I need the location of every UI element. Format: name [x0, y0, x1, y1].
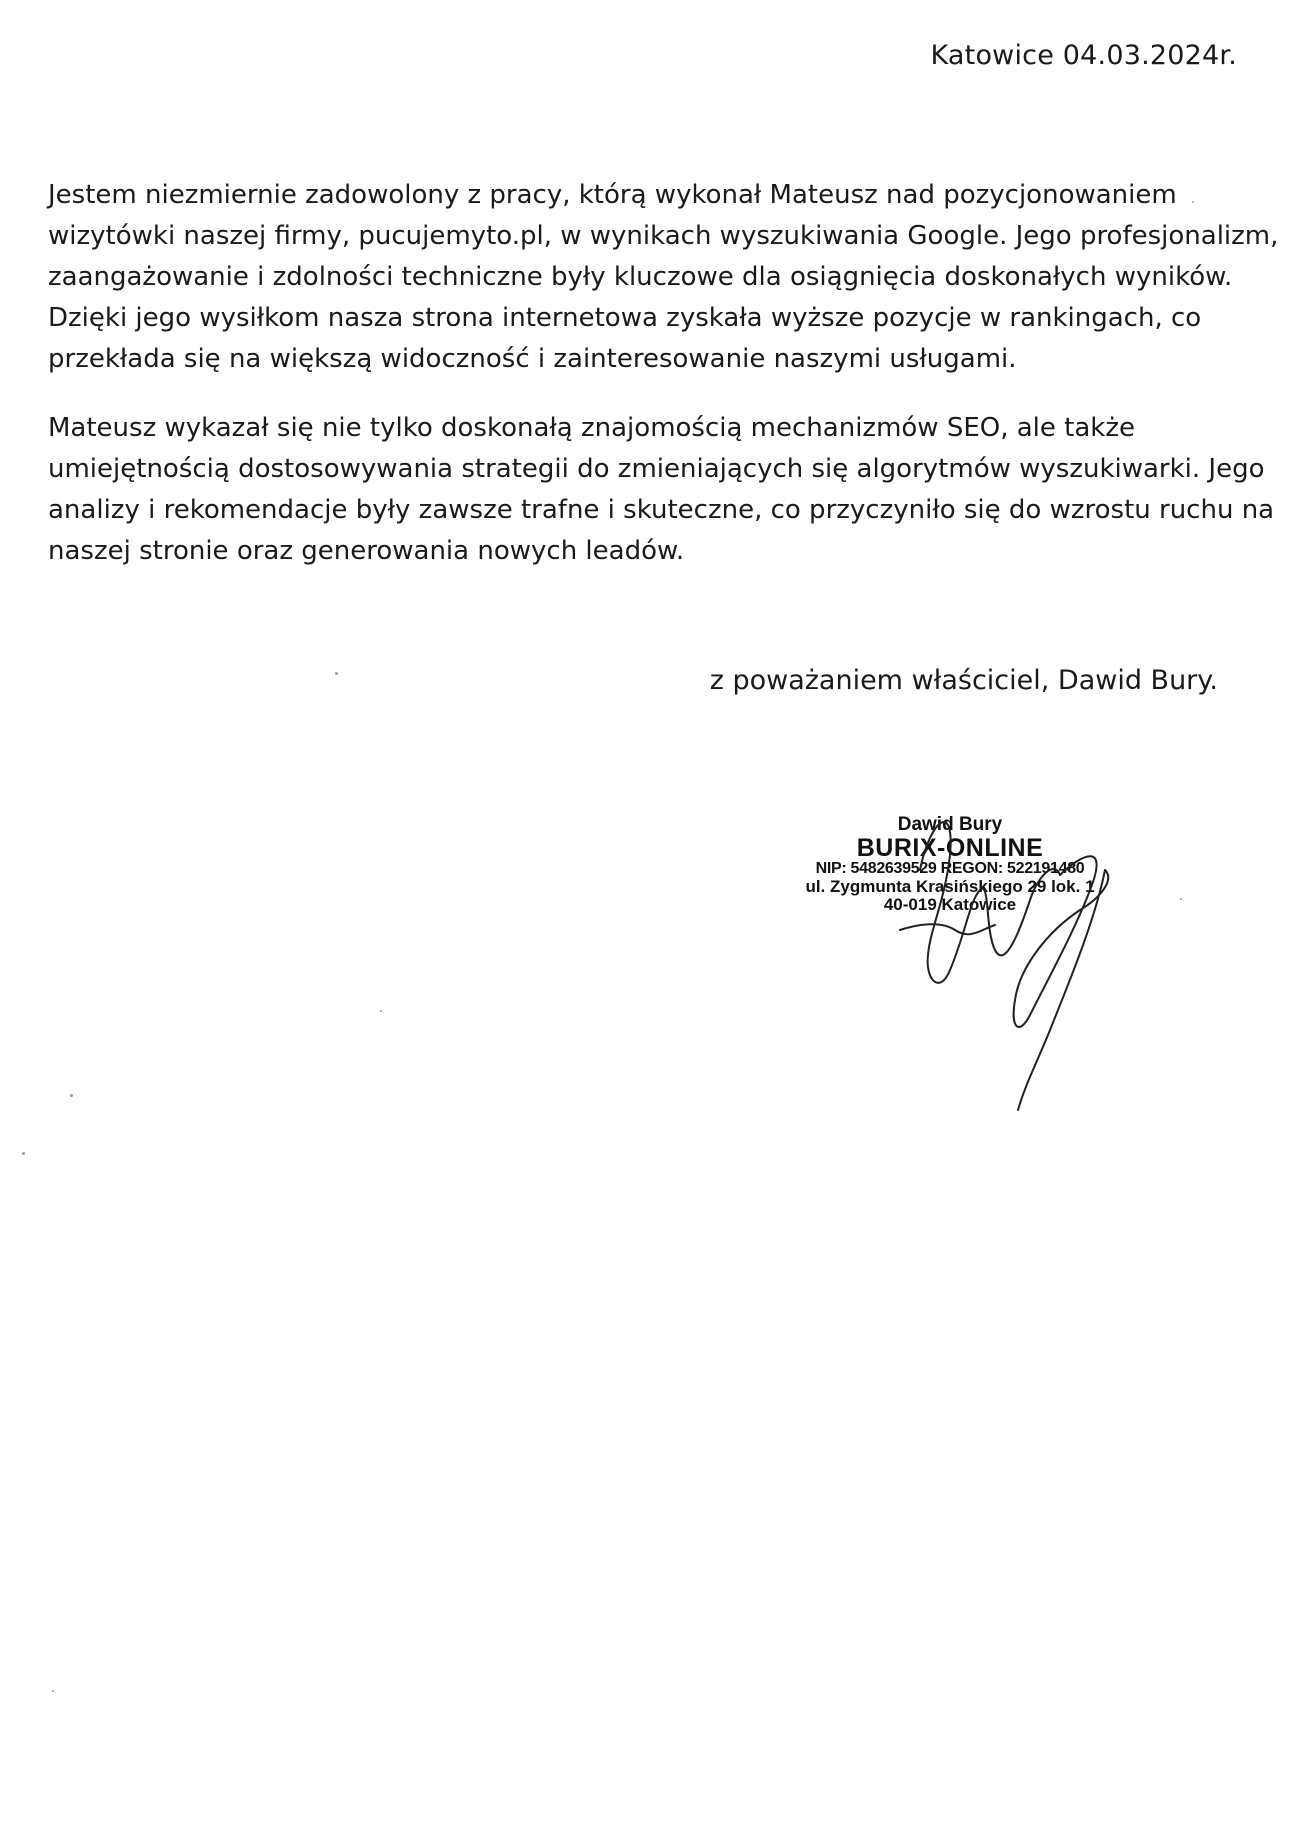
paragraph-2 [48, 408, 1275, 572]
scan-speck [1180, 898, 1182, 900]
closing-line: z poważaniem właściciel, Dawid Bury. [709, 665, 1218, 696]
stamp-city: 40-019 Katowice [883, 894, 1017, 914]
paragraph-1-line: Dzięki jego wysiłkom nasza strona internetowa zyskała wyższe pozycje w rankingach, co [48, 303, 1202, 333]
paragraph-1 [48, 175, 1279, 380]
stamp-company-name: BURIX-ONLINE [856, 833, 1044, 862]
scan-speck [22, 1152, 25, 1155]
stamp-owner-name: Dawid Bury [897, 814, 1003, 835]
paragraph-2-line: umiejętnością dostosowywania strategii do zmieniających się algorytmów wyszukiwarki. Jego [48, 454, 1265, 484]
signature-stroke [1018, 870, 1105, 1110]
scan-speck [70, 1094, 73, 1097]
signature-stroke [900, 924, 995, 934]
paragraph-1-line: przekłada się na większą widoczność i zainteresowanie naszymi usługami. [48, 344, 1017, 374]
paragraph-2-line: Mateusz wykazał się nie tylko doskonałą znajomością mechanizmów SEO, ale także [48, 413, 1135, 443]
scan-speck [335, 672, 338, 675]
signature-stroke [920, 822, 980, 983]
scan-speck [52, 1690, 54, 1692]
scan-speck [1192, 201, 1194, 203]
paragraph-1-line: Jestem niezmiernie zadowolony z pracy, którą wykonał Mateusz nad pozycjonowaniem [48, 180, 1177, 210]
handwritten-signature [780, 780, 1140, 1120]
place-date: Katowice 04.03.2024r. [930, 40, 1237, 71]
paragraph-1-line: wizytówki naszej firmy, pucujemyto.pl, w wynikach wyszukiwania Google. Jego profesjonalizm, [48, 221, 1279, 251]
stamp-street: ul. Zygmunta Krasińskiego 29 lok. 1 [805, 876, 1095, 896]
paragraph-1-line: zaangażowanie i zdolności techniczne były kluczowe dla osiągnięcia doskonałych wyników. [48, 262, 1233, 292]
paragraph-2-line: analizy i rekomendacje były zawsze trafne i skuteczne, co przyczyniło się do wzrostu ruchu na [48, 495, 1275, 525]
signature-stroke [980, 869, 1060, 955]
stamp-tax-ids: NIP: 5482639529 REGON: 522191480 [815, 860, 1085, 878]
scan-speck [380, 1010, 382, 1012]
paragraph-2-line: naszej stronie oraz generowania nowych leadów. [48, 536, 685, 566]
